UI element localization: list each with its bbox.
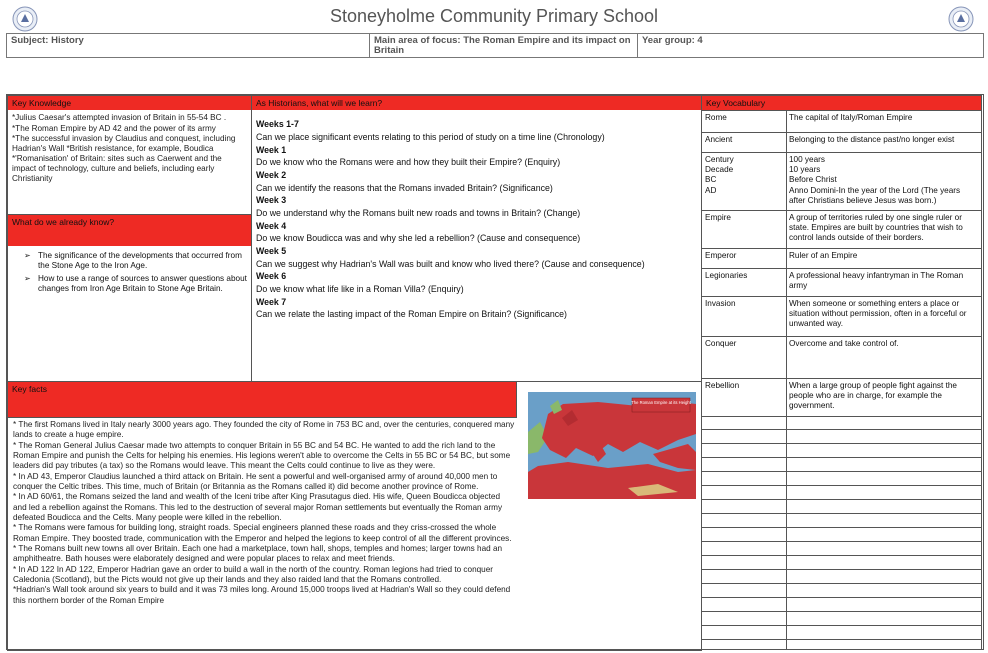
key-knowledge-line: *The successful invasion by Claudius and conquest, including Hadrian's Wall *British resistance, for example, Boudica (12, 133, 236, 153)
vocab-empty-row (702, 555, 981, 556)
vocab-term: Empire (705, 213, 731, 222)
vocab-empty-row (702, 499, 981, 500)
vocab-definition: The capital of Italy/Roman Empire (789, 113, 913, 122)
vocab-empty-row (702, 527, 981, 528)
vocab-empty-row (702, 583, 981, 584)
vocab-empty-row (702, 513, 981, 514)
list-item: ➢ The significance of the developments that occurred from the Stone Age to the Iron Age. (24, 251, 242, 271)
week-question: Do we know who the Romans were and how they built their Empire? (Enquiry) (256, 157, 561, 168)
learn-list (252, 110, 701, 321)
week-question: Do we understand why the Romans built new roads and towns in Britain? (Change) (256, 207, 581, 218)
vocab-empty-row (702, 457, 981, 458)
learn-heading: As Historians, what will we learn? (252, 96, 701, 110)
key-facts-box (7, 381, 702, 651)
key-fact-paragraph: * In AD 122 In AD 122, Emperor Hadrian gave an order to build a wall in the north of the country. Roman legions had tried to conquer Caledonia (Scotland), but the Picts would not give up their lands and they also raided land that the Romans controlled. (13, 564, 494, 584)
vocab-heading: Key Vocabulary (702, 96, 981, 110)
arrow-bullet-icon: ➢ (24, 251, 31, 260)
vocab-empty-row (702, 625, 981, 626)
vocab-empty-row (702, 471, 981, 472)
vocab-definition: Belonging to the distance past/no longer exist (789, 135, 955, 144)
week-question: Can we place significant events relating to this period of study on a time line (Chronology) (256, 132, 605, 143)
vocab-term: Ancient (705, 135, 733, 144)
header-row (6, 33, 984, 58)
vocab-empty-row (702, 597, 981, 598)
vocab-term: Invasion (705, 299, 736, 308)
key-fact-paragraph: * In AD 43, Emperor Claudius launched a third attack on Britain. He sent a powerful and well-organised army of around 40,000 men to conquer the Celtic tribes. This time, much of Britain (or Britannia as the Romans called it) did become another province of Rome. (13, 471, 498, 491)
vocab-row (702, 336, 981, 351)
vocab-empty-row (702, 443, 981, 444)
vocab-definition: Ruler of an Empire (789, 251, 858, 260)
week-label: Week 1 (256, 144, 287, 155)
key-facts-list (13, 420, 515, 606)
vocab-empty-row (702, 416, 981, 417)
vocab-row (702, 378, 981, 414)
key-fact-paragraph: * In AD 60/61, the Romans seized the land and wealth of the Iceni tribe after King Prasutagus died. His wife, Queen Boudicca objected and led a rebellion against the Romans. This led to the destruction of several major Roman settlements but eventually the Roman army defeated Boudicca and the Celts. Many people were killed in the rebellion. (13, 492, 503, 522)
vocab-term: Emperor (705, 251, 737, 260)
vocab-term: Rebellion (705, 381, 740, 390)
already-know-list (10, 251, 249, 294)
year-group-cell: Year group: 4 (642, 35, 703, 46)
key-knowledge-line: *Julius Caesar's attempted invasion of Britain in 55-54 BC . (12, 113, 227, 123)
learn-box (251, 95, 702, 382)
vocab-row (702, 296, 981, 332)
vocab-definition: Overcome and take control of. (789, 339, 899, 348)
key-knowledge-box (7, 95, 252, 215)
week-label: Week 5 (256, 245, 287, 256)
key-fact-paragraph: *Hadrian's Wall took around six years to build and it was 73 miles long. Around 15,000 troops lived at Hadrian's Wall so they could defend this northern border of the Roman Empire (13, 585, 511, 605)
week-question: Do we know Boudicca was and why she led a rebellion? (Cause and consequence) (256, 233, 581, 244)
key-knowledge-text (8, 110, 251, 187)
key-fact-paragraph: * The Romans built new towns all over Britain. Each one had a marketplace, town hall, shops, temples and homes; larger towns had an amphitheatre. Bath houses were elaborately designed and were popular places to relax and meet friends. (13, 543, 503, 564)
vocab-row (702, 248, 981, 263)
vocab-definition: A professional heavy infantryman in The Roman army (789, 271, 964, 291)
subject-cell: Subject: History (7, 34, 370, 57)
list-item: ➢ How to use a range of sources to answer questions about changes from Iron Age Britain to Stone Age Britain. (24, 273, 247, 293)
vocab-empty-row (702, 569, 981, 570)
vocab-row (702, 110, 981, 125)
vocab-term: Rome (705, 113, 727, 122)
vocab-empty-row (702, 485, 981, 486)
roman-empire-map (528, 392, 696, 499)
vocab-empty-row (702, 541, 981, 542)
vocab-empty-row (702, 639, 981, 640)
key-fact-paragraph: * The Romans were famous for building long, straight roads. Special engineers planned these roads and they criss-crossed the whole Roman Empire. They boosted trade, communication with the Emperor and helped the legions to keep control of all the different provinces. (13, 523, 512, 543)
key-knowledge-heading: Key Knowledge (8, 96, 251, 110)
vocab-row (702, 268, 981, 293)
key-facts-heading: Key facts (8, 382, 517, 417)
week-label: Week 4 (256, 220, 287, 231)
vocab-definition: A group of territories ruled by one single ruler or state. Empires are built by countries that wish to control lands outside of their borders. (789, 213, 963, 243)
vocab-term: Century Decade BC AD (705, 155, 734, 195)
week-question: Can we relate the lasting impact of the Roman Empire on Britain? (Significance) (256, 309, 567, 320)
key-fact-paragraph: * The Roman General Julius Caesar made two attempts to conquer Britain in 55 BC and 54 BC. He wanted to add the rich land to the Roman Empire and punish the Celts for helping his enemies. His legions weren't able to overcome the Celts in 55 BC or 54 BC, but some leaders did pay tributes (a tax) so the Romans would leave. This meant the Celts could continue to live as they were. (13, 440, 511, 471)
week-label: Week 2 (256, 169, 287, 180)
vocab-definition: When a large group of people fight against the people who are in charge, for example the government. (789, 381, 957, 411)
week-label: Week 3 (256, 195, 287, 206)
knowledge-organiser (6, 94, 984, 650)
vocab-definition: When someone or something enters a place or situation without permission, often in a forceful or unwanted way. (789, 299, 967, 329)
already-know-box (7, 214, 252, 382)
key-knowledge-line: *'Romanisation' of Britain: sites such as Caerwent and the impact of technology, culture and beliefs, including early Christianity (12, 154, 222, 184)
focus-cell: Main area of focus: The Roman Empire and its impact on Britain (370, 34, 638, 57)
vocab-box (701, 95, 982, 650)
week-question: Do we know what life like in a Roman Villa? (Enquiry) (256, 283, 464, 294)
already-know-heading: What do we already know? (8, 215, 251, 246)
vocab-term: Legionaries (705, 271, 748, 280)
vocab-row (702, 152, 981, 208)
vocab-empty-row (702, 611, 981, 612)
week-label: Week 6 (256, 271, 287, 282)
school-title: Stoneyholme Community Primary School (329, 6, 659, 26)
week-label: Weeks 1-7 (256, 119, 299, 130)
key-fact-paragraph: * The first Romans lived in Italy nearly 3000 years ago. They founded the city of Rome in 753 BC and, over the centuries, conquered many lands to create a huge empire. (13, 420, 515, 440)
vocab-term: Conquer (705, 339, 737, 348)
vocab-row (702, 132, 981, 147)
vocab-definition: 100 years 10 years Before Christ Anno Domini-In the year of the Lord (The years after Christians believe Jesus was born.) (789, 155, 961, 205)
vocab-empty-row (702, 429, 981, 430)
week-label: Week 7 (256, 296, 287, 307)
arrow-bullet-icon: ➢ (24, 273, 31, 283)
vocab-row (702, 210, 981, 246)
week-question: Can we identify the reasons that the Romans invaded Britain? (Significance) (256, 182, 553, 193)
key-knowledge-line: *The Roman Empire by AD 42 and the power of its army (12, 123, 216, 133)
week-question: Can we suggest why Hadrian's Wall was built and know who lived there? (Cause and consequence) (256, 258, 645, 269)
map-title-text: The Roman Empire at its Height (631, 400, 691, 405)
